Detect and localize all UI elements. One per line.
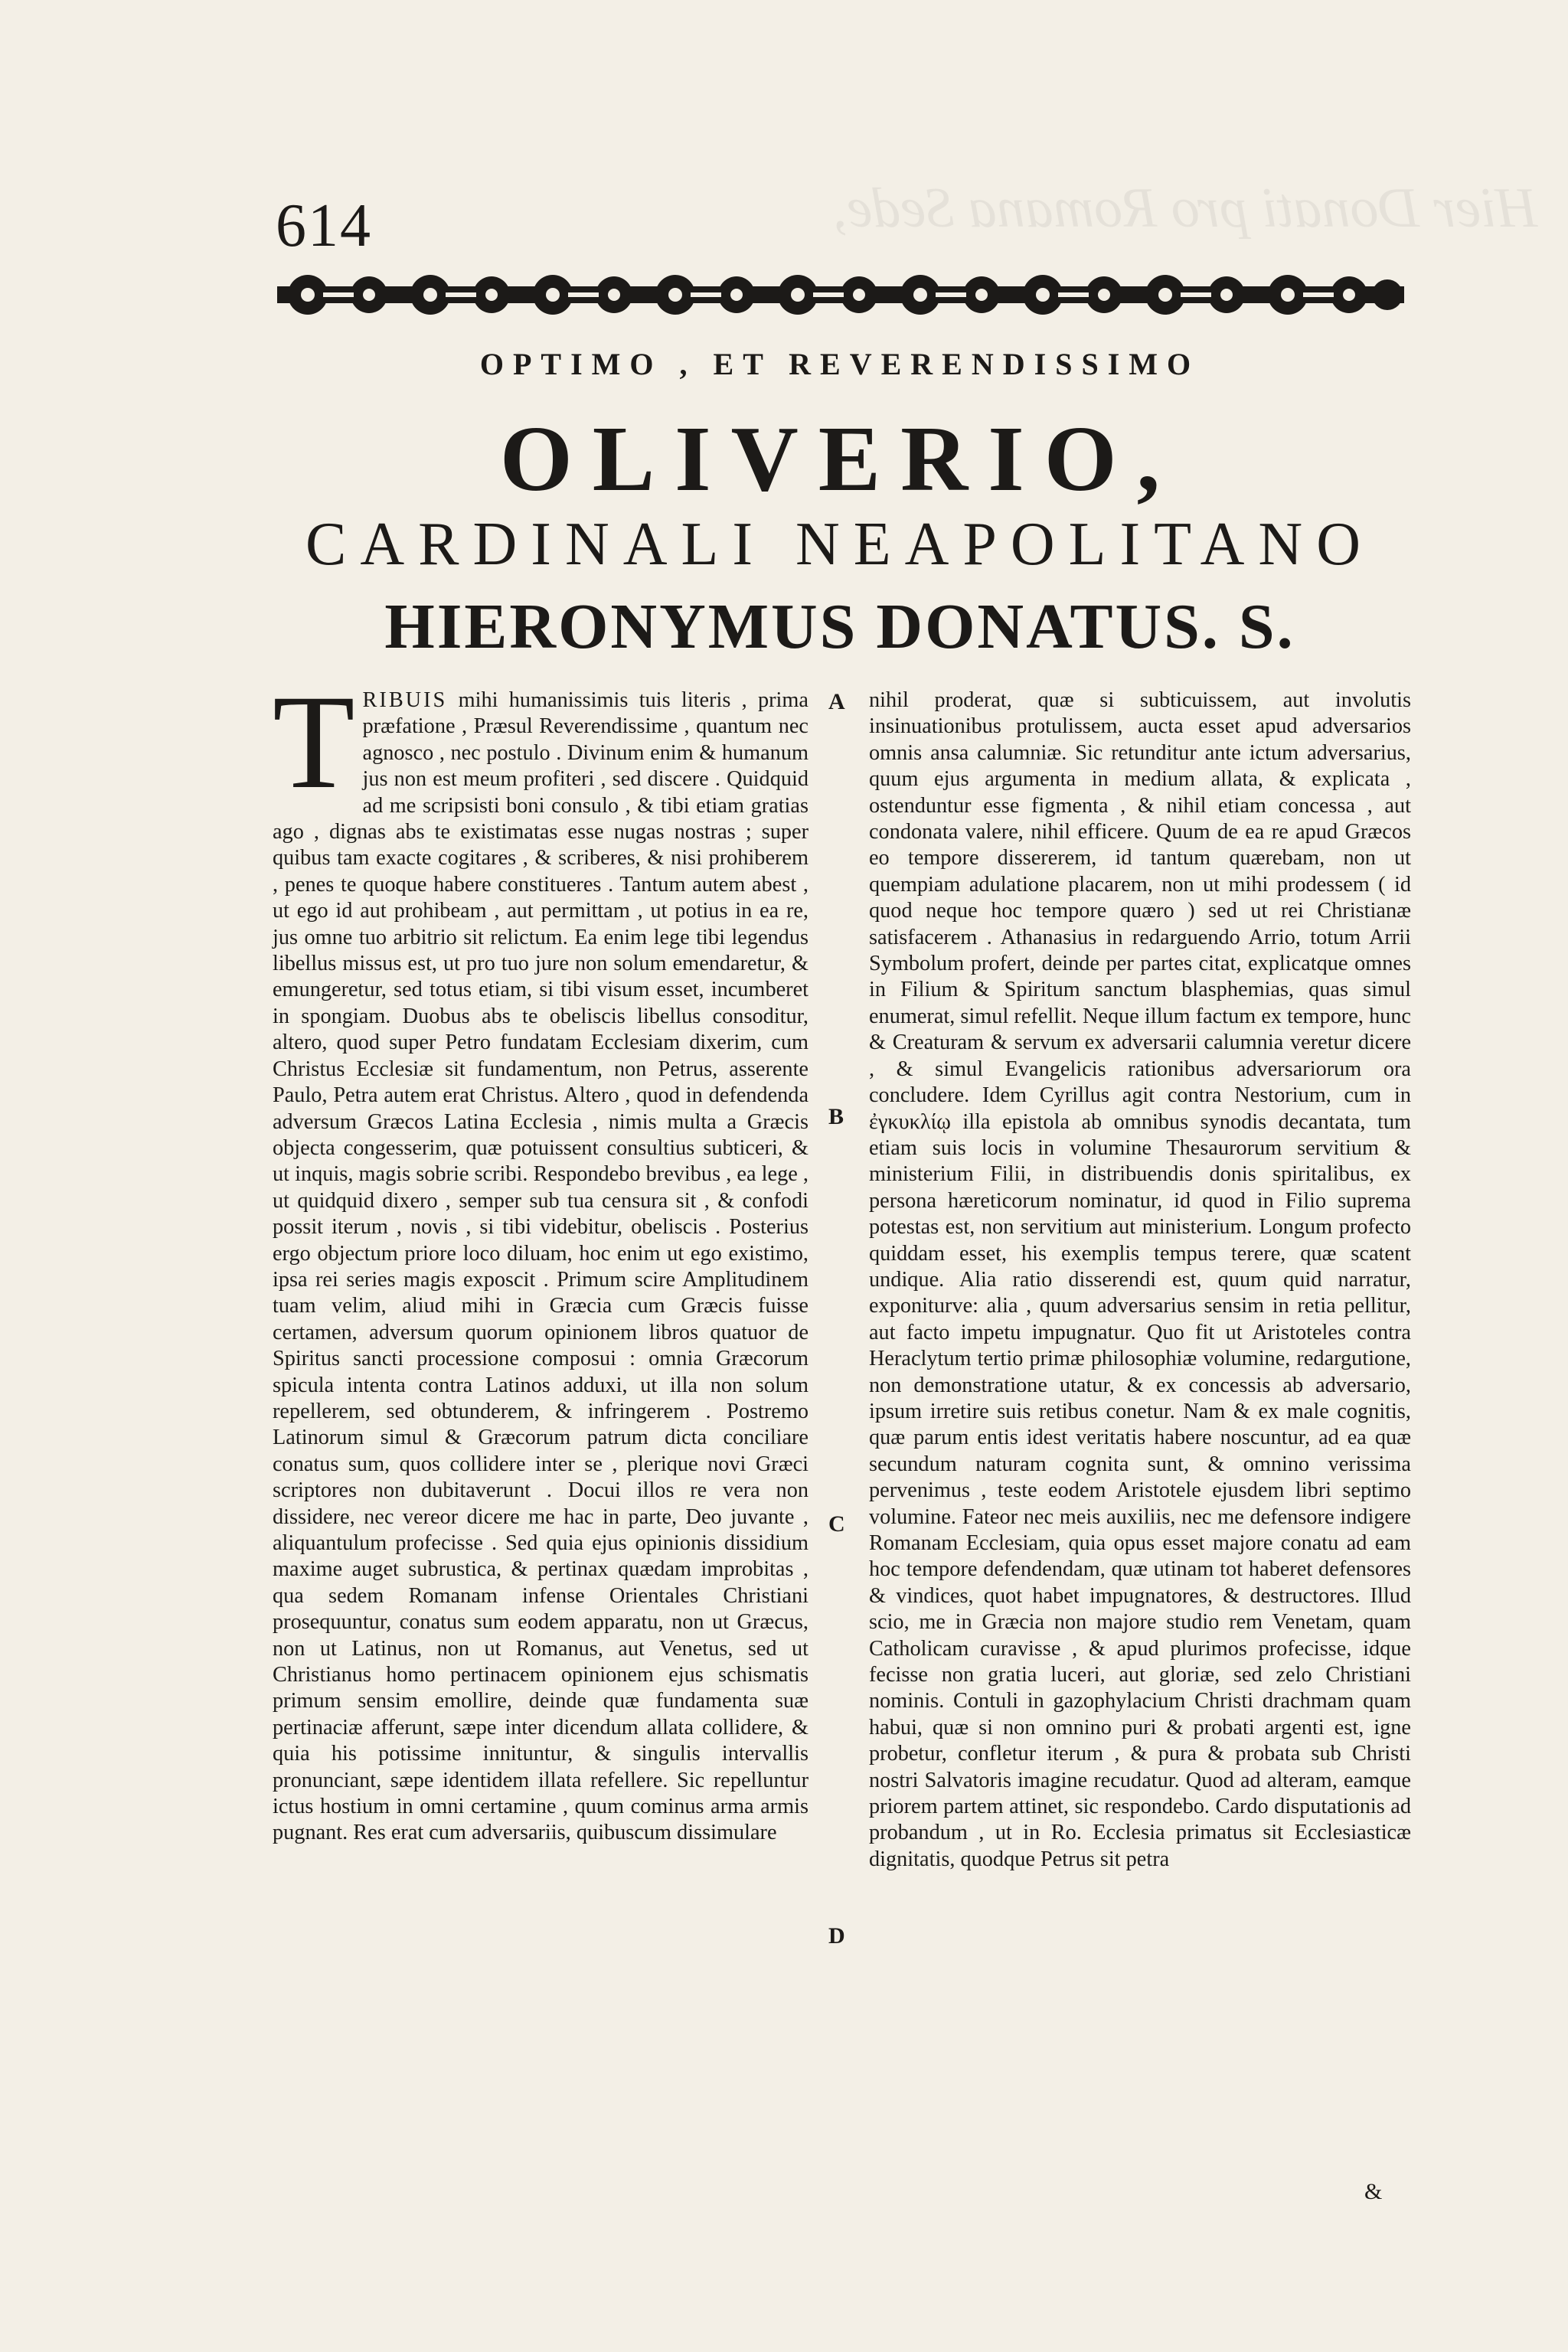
heading-recipient-title: CARDINALI NEAPOLITANO [305, 511, 1374, 578]
opening-word: RIBUIS [362, 688, 448, 712]
ornament-icon [277, 266, 1404, 323]
margin-letter-c: C [828, 1511, 845, 1537]
right-paragraph: nihil proderat, quæ si subticuissem, aut involutis insinuationibus protulissem, aucta esset apud adversarios omnis ansa calumniæ. Sic retunditur ante ictum adversarius, quum ejus argumenta in medium allata, & explicata , ostenduntur esse figmenta , & nihil etiam concessa , aut condonata valere, nihil efficere. Quum de ea re apud Græcos eo tempore dissererem, id tantum quærebam, non ut quempiam adulatione placarem, non ut mihi prodessem ( id quod neque hoc tempore quæro ) sed ut rei Christianæ satisfacerem . Athanasius in redarguendo Arrio, totum Arrii Symbolum profert, deinde per partes citat, explicatque omnes in Filium & Spiritum sanctum blasphemias, quas simul enumerat, simul refellit. Neque illum factum ex tempore, hunc & Creaturam & servum ex adversarii calumnia veretur dicere , & simul Evangelicis rationibus adversariorum ora concludere. Idem Cyrillus agit contra Nestorium, cum in ἐγκυκλίῳ illa epistola ab omnibus synodis decantata, tum etiam suis locis in volumine Thesaurorum servitium & ministerium Filii, in distribuendis donis spiritalibus, ex persona hæreticorum nominatur, id quod in Filio suprema potestas est, non servitium aut ministerium. Longum profecto quiddam esset, his exemplis tempus terere, quæ scatent undique. Alia ratio disserendi est, quum quid narratur, exponiturve: alia , quum adversarius sensim in retia pellitur, aut facto impetu impugnatur. Quo fit ut Aristoteles contra Heraclytum tertio primæ philosophiæ volumine, redargutione, non demonstratione utatur, & ex concessis ab adversario, ipsum irretire suis retibus conetur. Nam & ex male cognitis, quæ parum entis idest veritatis habere noscuntur, ad ea quæ secundum naturam cognita sunt, & omnino verissima pervenimus , teste eodem Aristotele ejusdem libri septimo volumine. Fateor nec meis auxiliis, nec me defensore indigere Romanam Ecclesiam, quia opus esset majore conatu ad eam hoc tempore defendendam, quæ utinam tot haberet defensores & vindices, quot habet impugnatores, & destructores. Illud scio, me in Græcia non majore studio rem Venetam, quam Catholicam curavisse , & apud plurimos profecisse, idque fecisse non gratia luceri, aut gloriæ, sed zelo Christiani nominis. Contuli in gazophylacium Christi drachmam quam habui, quæ si non omnino puri & probati argenti est, igne probetur, confletur iterum , & pura & probata sub Christi nostri Salvatoris imagine recudatur. Quod ad alteram, eamque priorem partem attinet, sic respondebo. Cardo disputationis ad probandum , ut in Ro. Ecclesia primatus sit Ecclesiasticæ dignitatis, quodque Petrus sit petra [869, 688, 1411, 1871]
catchword: & [1364, 2179, 1383, 2204]
left-body-text: mihi humanissimis tuis literis , prima præfatione , Præsul Reverendissime , quantum nec agnosco , nec postulo . Divinum enim & humanum jus non est meum profiteri , sed discere . Quidquid ad me scripsisti boni consulo , & tibi etiam gratias ago , dignas abs te existimatas esse nugas nostras ; super quibus tam exacte cogitares , & scriberes, & nisi prohiberem , penes te quoque habere constitueres . Tantum autem abest , ut ego id aut prohibeam , aut permittam , ut potius in ea re, jus omne tuo arbitrio sit relictum. Ea enim lege tibi legendus libellus missus est, ut pro tuo jure non solum emendaretur, & emungeretur, sed totus etiam, si tibi visum esset, incumberet in spongiam. Duobus abs te obeliscis libellus consoditur, altero, quod super Petro fundatam Ecclesiam dixerim, cum Christus Ecclesiæ sit fundamentum, non Petrus, asserente Paulo, Petra autem erat Christus. Altero , quod in defendenda adversum Græcos Latina Ecclesia , nimis multa a Græcis objecta congesserim, quæ potuissent consultius subticeri, & ut inquis, magis sobrie scribi. Respondebo brevibus , ea lege , ut quidquid dixero , semper sub tua censura sit , & confodi possit iterum , novis , si tibi videbitur, obeliscis . Posterius ergo objectum priore loco diluam, hoc enim ut ego existimo, ipsa rei series magis exposcit . Primum scire Amplitudinem tuam velim, aliud mihi in Græcia cum Græcis fuisse certamen, adversum quorum opinionem libros quatuor de Spiritus sancti processione composui : omnia Græcorum spicula intenta contra Latinos adduxi, ut illa non solum repellerem, sed obtunderem, & infringerem . Postremo Latinorum simul & Græcorum patrum dicta conciliare conatus sum, quos collidere inter se , plerique novi Græci scriptores non dubitaverunt . Docui illos re vera non dissidere, nec vereor dicere me hac in parte, Deo juvante , aliquantulum profecisse . Sed quia ejus opinionis dissidium maxime auget subrustica, & pertinax quædam improbitas , qua sedem Romanam infense Orientales Christiani prosequuntur, conatus sum eodem apparatu, non ut Græcus, non ut Latinus, non ut Romanus, aut Venetus, sed ut Christianus homo pertinacem opinionem ejus schismatis primum sensim emollire, deinde quæ fundamenta suæ pertinaciæ afferunt, sæpe inter dicendum allata collidere, & quia his potissime innituntur, & singulis intervallis pronunciant, sæpe identidem illata refellere. Sic repelluntur ictus hostium in omni certamine , quum cominus arma armis pugnant. Res erat cum adversariis, quibuscum dissimulare [273, 688, 808, 1845]
decorative-ornament-band [277, 266, 1404, 323]
margin-letter-d: D [828, 1923, 845, 1949]
heading-author: HIERONYMUS DONATUS. S. [384, 591, 1295, 662]
show-through-text: Hier Donati pro Romana Sede, [832, 177, 1537, 240]
heading-recipient-name: OLIVERIO, [499, 407, 1181, 511]
margin-letter-b: B [828, 1104, 844, 1129]
left-text-column [273, 668, 808, 1847]
heading-salutation: OPTIMO , ET REVERENDISSIMO [479, 347, 1200, 381]
left-paragraph [273, 668, 808, 1847]
page-number: 614 [276, 192, 372, 260]
margin-letter-a: A [828, 689, 845, 714]
right-text-column [869, 688, 1411, 1873]
drop-cap: T [273, 668, 355, 817]
